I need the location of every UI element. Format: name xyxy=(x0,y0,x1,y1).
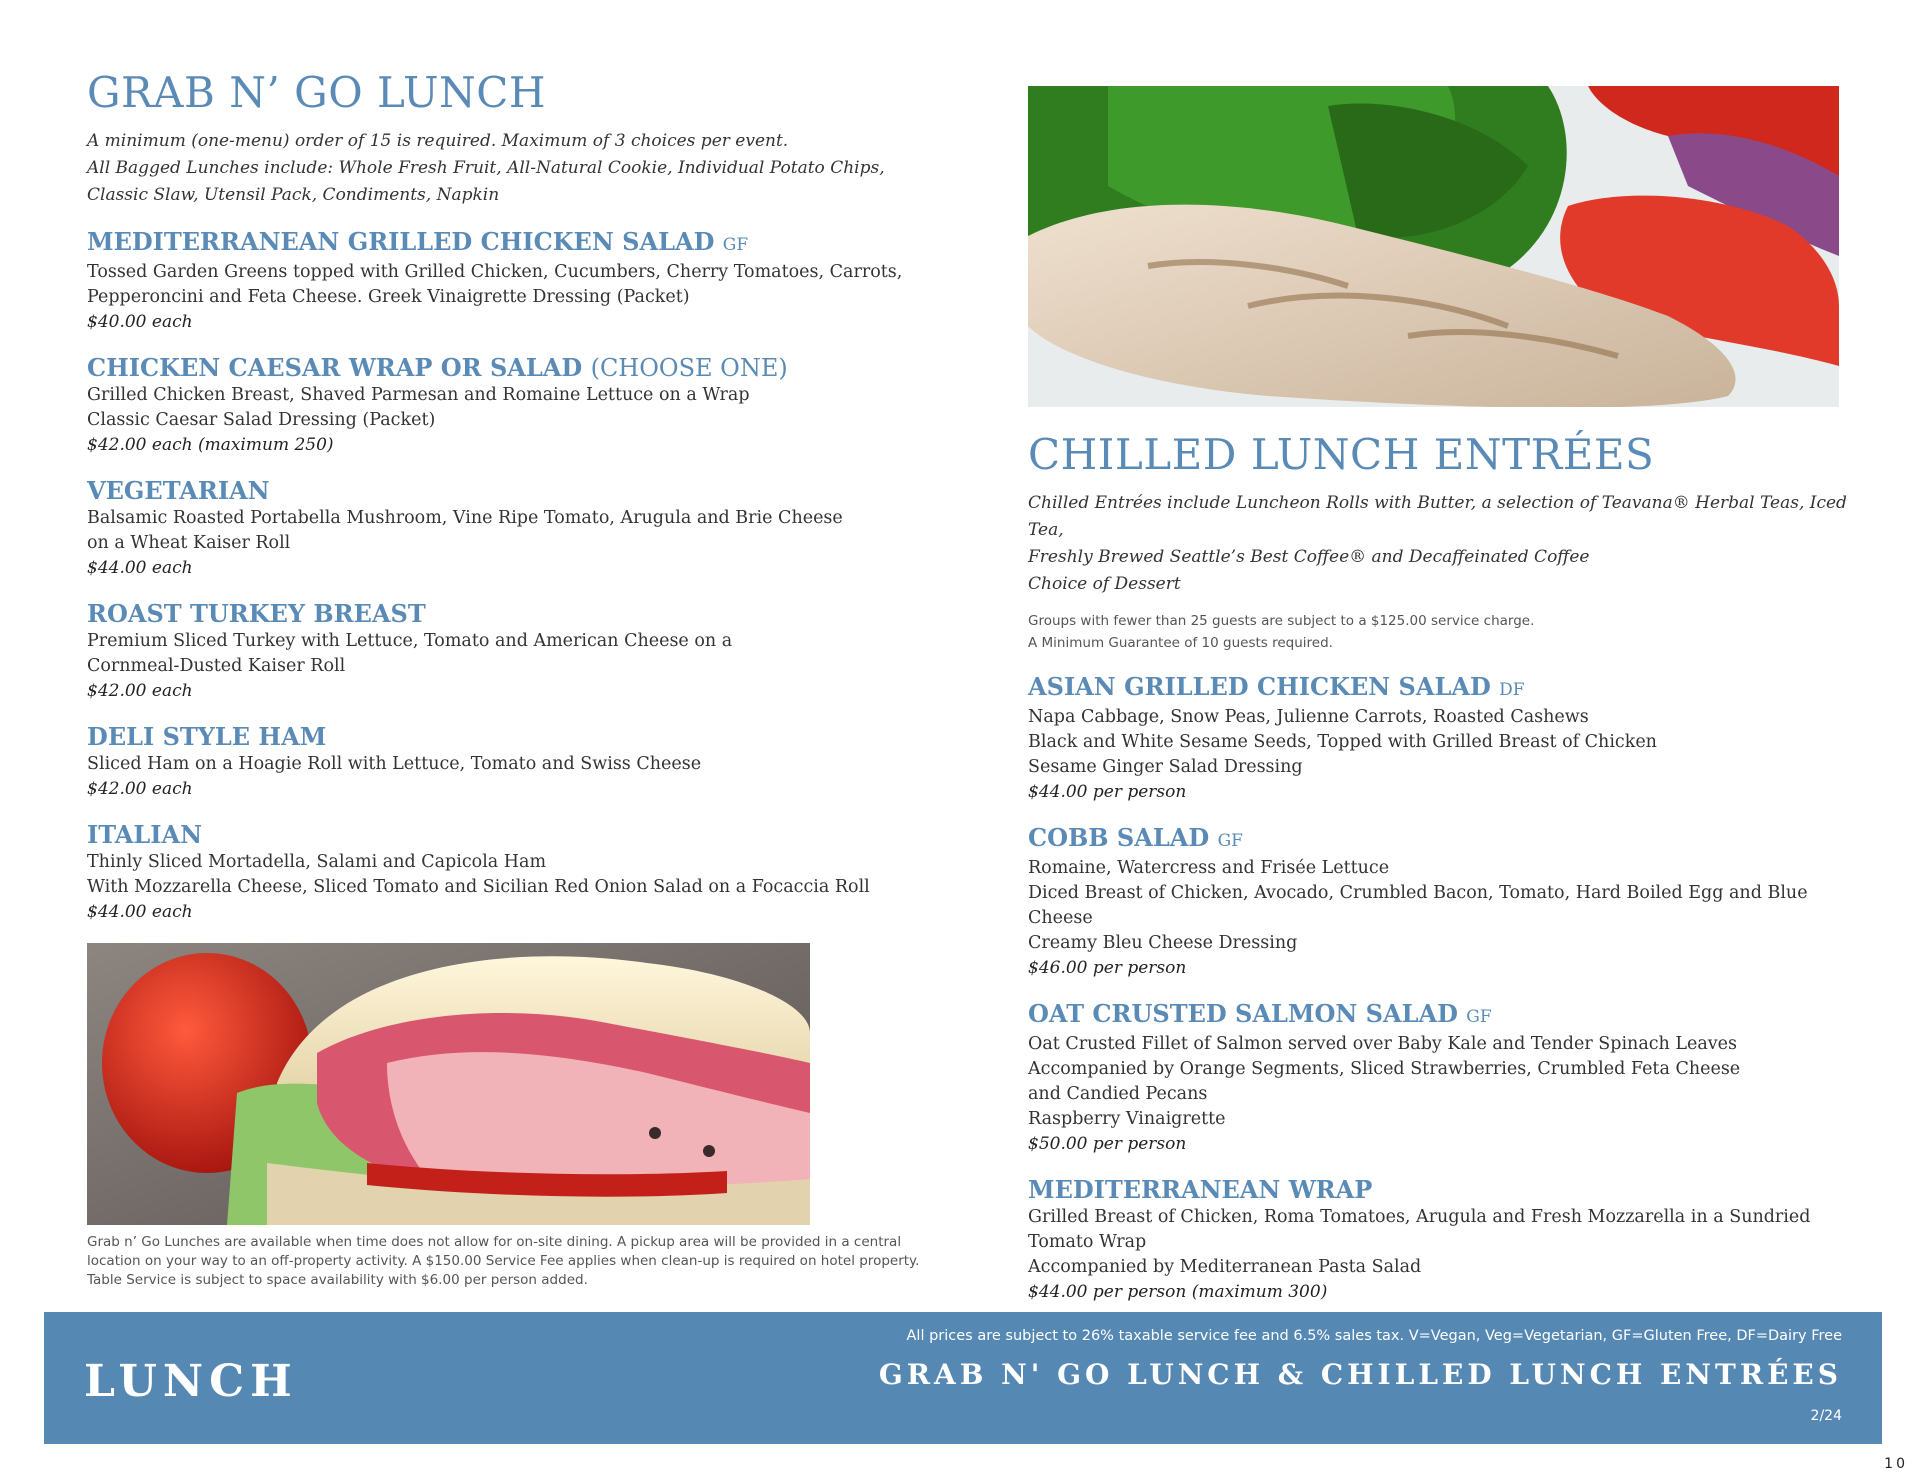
item-desc-line: Accompanied by Orange Segments, Sliced Strawberries, Crumbled Feta Cheese xyxy=(1028,1059,1741,1080)
note-line: location on your way to an off-property activity. A $150.00 Service Fee applies when clean-up is required on hotel property. xyxy=(87,1253,920,1269)
menu-item-vegetarian xyxy=(87,476,967,581)
item-desc-line: Balsamic Roasted Portabella Mushroom, Vine Ripe Tomato, Arugula and Brie Cheese xyxy=(87,508,843,529)
item-desc-line: Accompanied by Mediterranean Pasta Salad xyxy=(1028,1257,1422,1278)
item-desc-line: Sesame Ginger Salad Dressing xyxy=(1028,757,1303,778)
intro-line: A minimum (one-menu) order of 15 is required. Maximum of 3 choices per event. xyxy=(87,131,789,152)
note-line: A Minimum Guarantee of 10 guests required. xyxy=(1028,635,1333,652)
choose-one-tag: (CHOOSE ONE) xyxy=(590,354,788,383)
item-price: $42.00 each (maximum 250) xyxy=(87,435,334,456)
item-price: $42.00 each xyxy=(87,779,193,800)
item-desc-line: Raspberry Vinaigrette xyxy=(1028,1109,1226,1130)
diet-tag: GF xyxy=(1466,1007,1492,1028)
item-title: ASIAN GRILLED CHICKEN SALAD xyxy=(1028,672,1491,702)
item-title: ROAST TURKEY BREAST xyxy=(87,599,426,629)
item-price: $40.00 each xyxy=(87,312,193,333)
item-price: $46.00 per person xyxy=(1028,958,1187,979)
item-desc-line: Black and White Sesame Seeds, Topped with Grilled Breast of Chicken xyxy=(1028,732,1657,753)
grilled-chicken-salad-photo xyxy=(1028,86,1839,407)
item-desc-line: Classic Caesar Salad Dressing (Packet) xyxy=(87,410,436,431)
item-desc-line: Cornmeal-Dusted Kaiser Roll xyxy=(87,656,346,677)
item-price: $44.00 per person xyxy=(1028,782,1187,803)
intro-line: Classic Slaw, Utensil Pack, Condiments, Napkin xyxy=(87,185,500,206)
item-price: $44.00 per person (maximum 300) xyxy=(1028,1282,1328,1303)
grab-n-go-heading: GRAB N’ GO LUNCH xyxy=(87,68,547,117)
menu-item-chicken-caesar xyxy=(87,353,967,458)
note-line: Grab n’ Go Lunches are available when time does not allow for on-site dining. A pickup area will be provided in a central xyxy=(87,1234,902,1250)
item-title: VEGETARIAN xyxy=(87,476,270,506)
footer-page-title: GRAB N' GO LUNCH & CHILLED LUNCH ENTRÉES xyxy=(878,1358,1842,1391)
chilled-lunch-section xyxy=(1028,432,1848,1305)
item-desc-line: Grilled Breast of Chicken, Roma Tomatoes, Arugula and Fresh Mozzarella in a Sundried Tomato Wrap xyxy=(1028,1207,1811,1253)
item-desc-line: Sliced Ham on a Hoagie Roll with Lettuce, Tomato and Swiss Cheese xyxy=(87,754,702,775)
item-desc-line: and Candied Pecans xyxy=(1028,1084,1208,1105)
menu-item-roast-turkey-breast xyxy=(87,599,967,704)
item-desc-line: Romaine, Watercress and Frisée Lettuce xyxy=(1028,858,1390,879)
menu-item-cobb-salad xyxy=(1028,823,1848,981)
item-desc-line: With Mozzarella Cheese, Sliced Tomato and Sicilian Red Onion Salad on a Focaccia Roll xyxy=(87,877,870,898)
item-desc-line: Premium Sliced Turkey with Lettuce, Tomato and American Cheese on a xyxy=(87,631,733,652)
item-desc-line: Diced Breast of Chicken, Avocado, Crumbled Bacon, Tomato, Hard Boiled Egg and Blue Cheese xyxy=(1028,883,1808,929)
item-price: $44.00 each xyxy=(87,558,193,579)
intro-line: Freshly Brewed Seattle’s Best Coffee® and Decaffeinated Coffee xyxy=(1028,547,1590,568)
italian-sandwich-photo xyxy=(87,943,810,1225)
item-desc-line: Tossed Garden Greens topped with Grilled Chicken, Cucumbers, Cherry Tomatoes, Carrots, xyxy=(87,262,903,283)
item-desc-line: Oat Crusted Fillet of Salmon served over Baby Kale and Tender Spinach Leaves xyxy=(1028,1034,1738,1055)
item-title: CHICKEN CAESAR WRAP OR SALAD xyxy=(87,353,583,383)
intro-line: All Bagged Lunches include: Whole Fresh Fruit, All-Natural Cookie, Individual Potato Chips, xyxy=(87,158,885,179)
chilled-lunch-notes xyxy=(1028,610,1848,654)
note-line: Groups with fewer than 25 guests are subject to a $125.00 service charge. xyxy=(1028,613,1535,630)
item-price: $42.00 each xyxy=(87,681,193,702)
diet-tag: GF xyxy=(722,235,749,256)
item-price: $50.00 per person xyxy=(1028,1134,1187,1155)
menu-item-italian xyxy=(87,820,967,925)
item-desc-line: Napa Cabbage, Snow Peas, Julienne Carrots, Roasted Cashews xyxy=(1028,707,1589,728)
item-desc-line: Creamy Bleu Cheese Dressing xyxy=(1028,933,1298,954)
footer-date: 2/24 xyxy=(1810,1408,1842,1424)
chilled-lunch-intro xyxy=(1028,490,1848,598)
footer-section-label: LUNCH xyxy=(84,1356,298,1407)
chilled-lunch-heading: CHILLED LUNCH ENTRÉES xyxy=(1028,430,1655,479)
footer-banner xyxy=(44,1312,1882,1444)
grab-n-go-note xyxy=(87,1233,967,1290)
item-desc-line: Thinly Sliced Mortadella, Salami and Capicola Ham xyxy=(87,852,547,873)
item-desc-line: Grilled Chicken Breast, Shaved Parmesan and Romaine Lettuce on a Wrap xyxy=(87,385,750,406)
menu-item-mediterranean-grilled-chicken-salad xyxy=(87,227,967,335)
menu-item-deli-style-ham xyxy=(87,722,967,802)
item-title: ITALIAN xyxy=(87,820,203,850)
footer-tax-note: All prices are subject to 26% taxable service fee and 6.5% sales tax. V=Vegan, Veg=Vegetarian, GF=Gluten Free, DF=Dairy Free xyxy=(906,1328,1842,1344)
item-desc-line: on a Wheat Kaiser Roll xyxy=(87,533,291,554)
note-line: Table Service is subject to space availability with $6.00 per person added. xyxy=(87,1272,588,1288)
diet-tag: GF xyxy=(1217,831,1243,852)
diet-tag: DF xyxy=(1499,680,1525,701)
grab-n-go-intro xyxy=(87,128,967,209)
intro-line: Chilled Entrées include Luncheon Rolls with Butter, a selection of Teavana® Herbal Teas, Iced Tea, xyxy=(1028,493,1847,541)
item-title: MEDITERRANEAN GRILLED CHICKEN SALAD xyxy=(87,227,715,257)
item-desc-line: Pepperoncini and Feta Cheese. Greek Vinaigrette Dressing (Packet) xyxy=(87,287,690,308)
item-title: DELI STYLE HAM xyxy=(87,722,327,752)
item-title: MEDITERRANEAN WRAP xyxy=(1028,1175,1373,1205)
menu-item-asian-grilled-chicken-salad xyxy=(1028,672,1848,805)
item-price: $44.00 each xyxy=(87,902,193,923)
grab-n-go-section xyxy=(87,70,967,925)
menu-item-oat-crusted-salmon-salad xyxy=(1028,999,1848,1157)
item-title: COBB SALAD xyxy=(1028,823,1210,853)
intro-line: Choice of Dessert xyxy=(1028,574,1181,595)
menu-item-mediterranean-wrap xyxy=(1028,1175,1848,1305)
page-number: 10 xyxy=(1884,1456,1908,1472)
item-title: OAT CRUSTED SALMON SALAD xyxy=(1028,999,1458,1029)
